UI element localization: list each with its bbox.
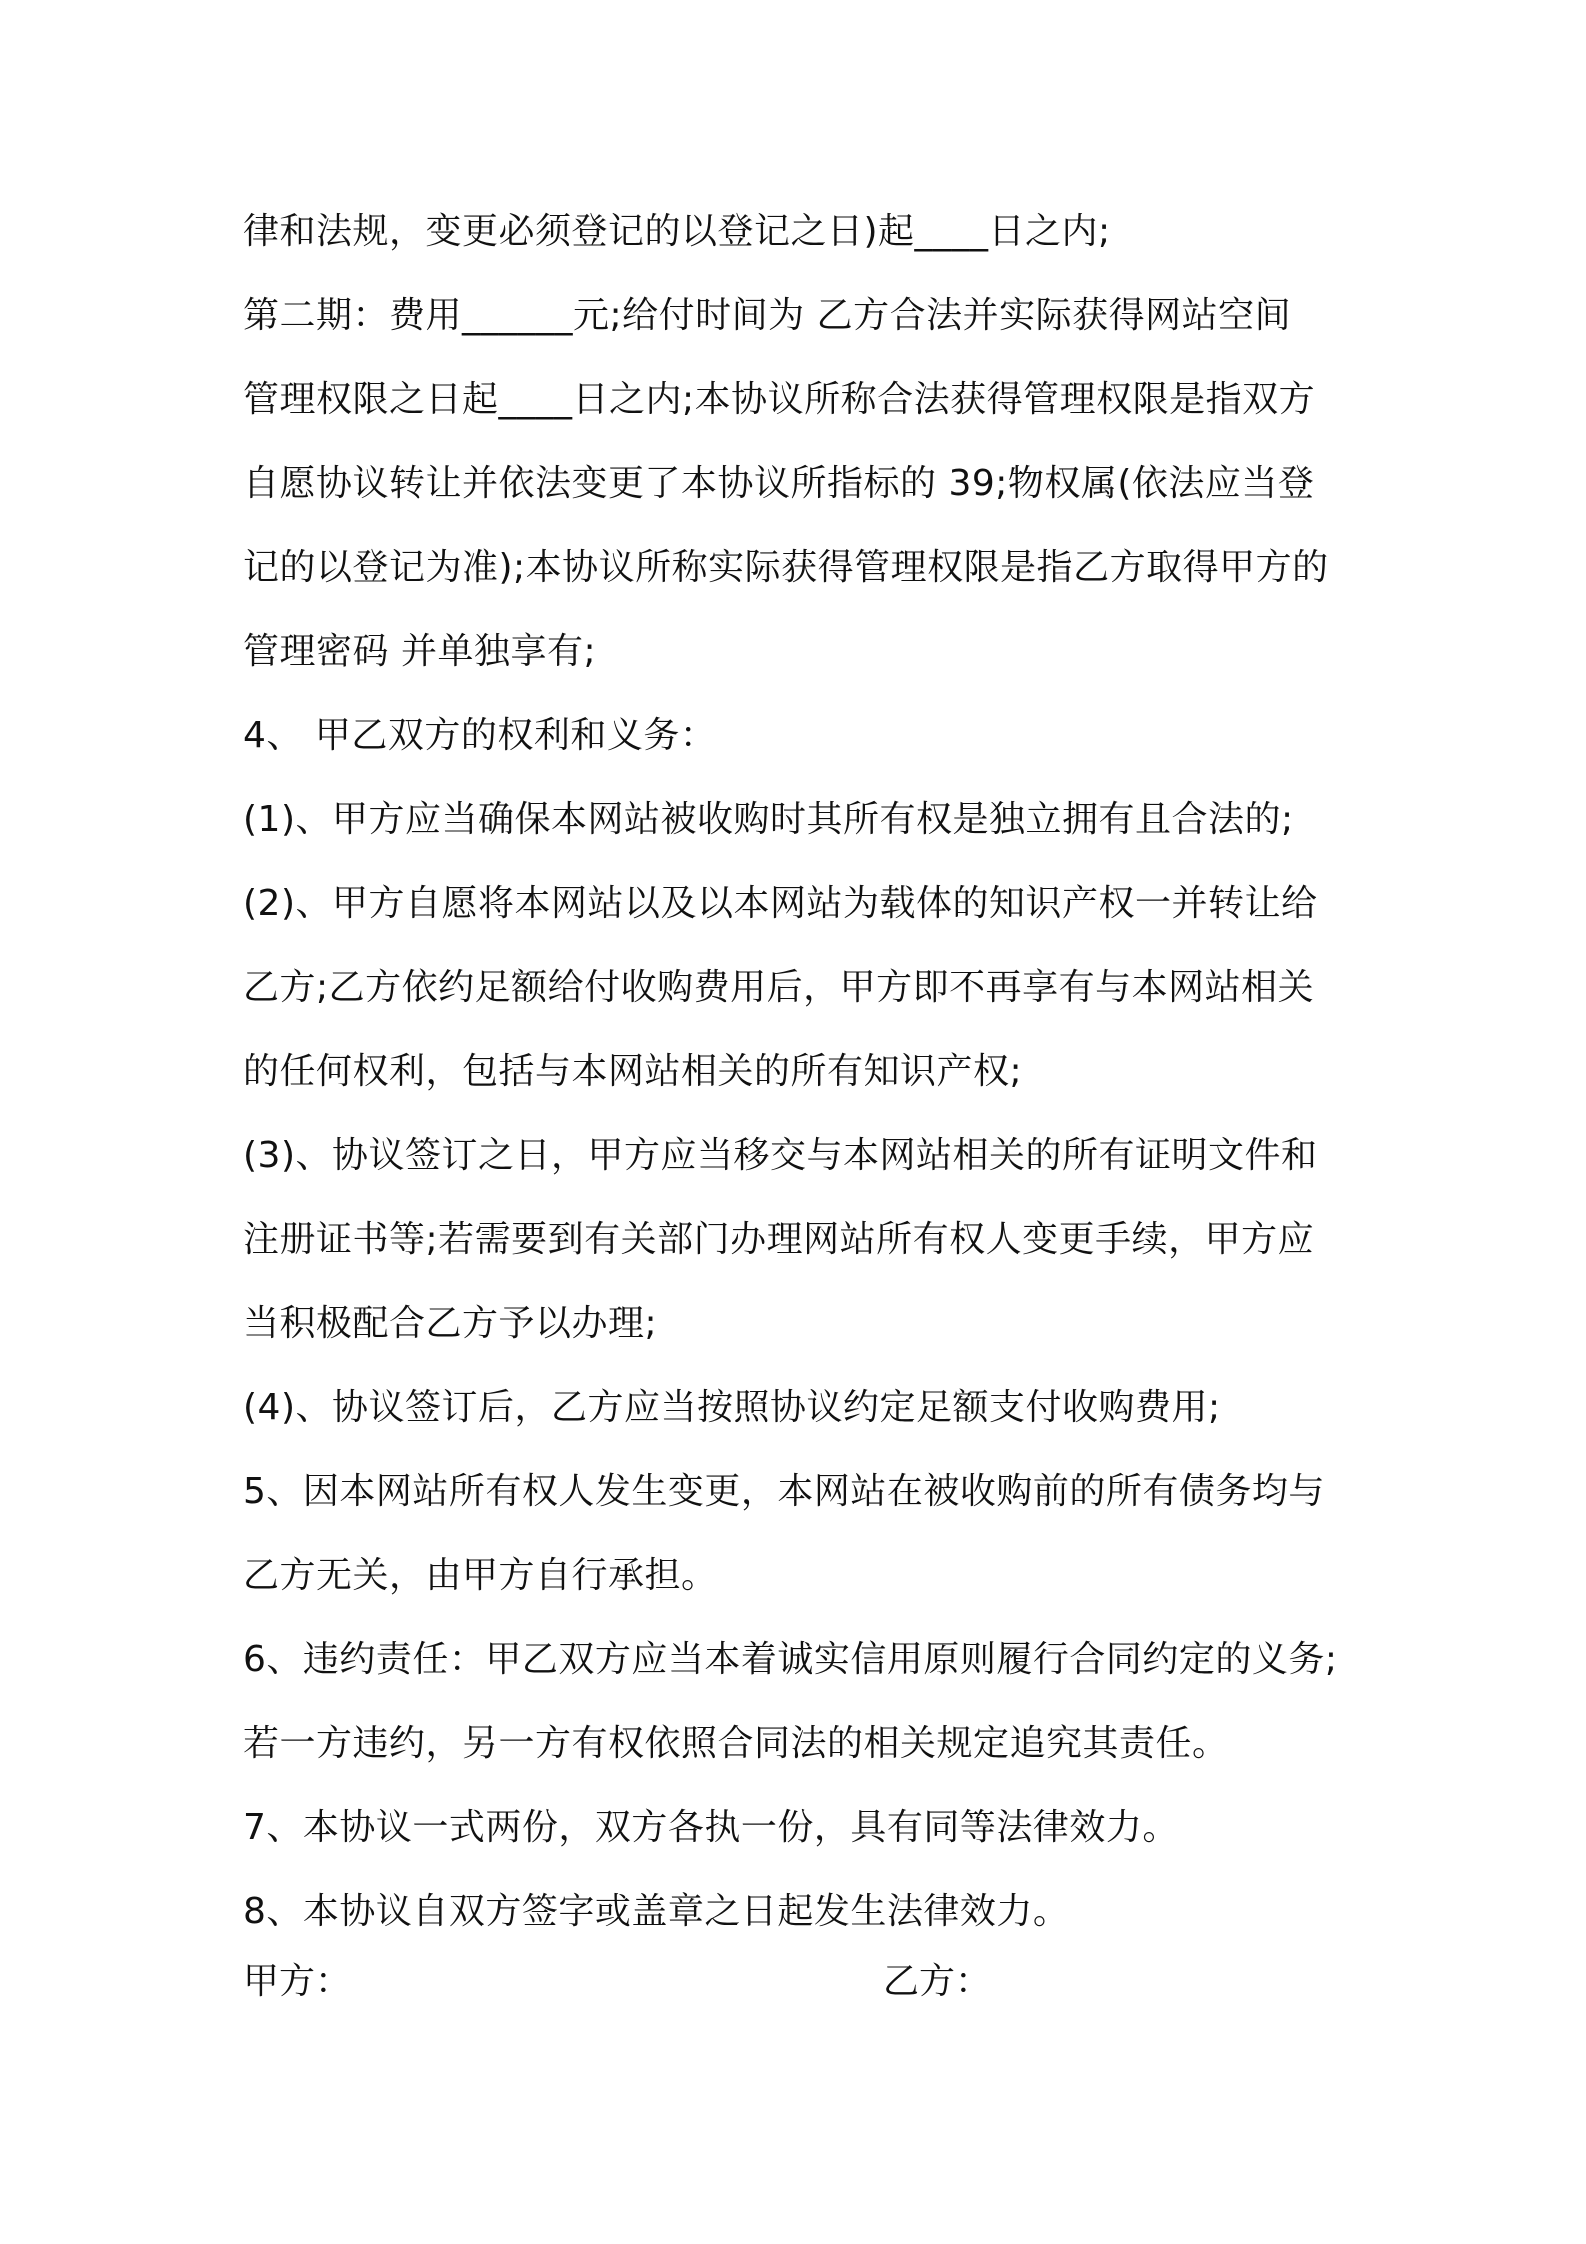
contract-line: 第二期：费用______元;给付时间为 乙方合法并实际获得网站空间 [243, 295, 1292, 336]
contract-line: (3)、协议签订之日，甲方应当移交与本网站相关的所有证明文件和 [243, 1135, 1318, 1176]
contract-line: (4)、协议签订后，乙方应当按照协议约定足额支付收购费用; [243, 1387, 1221, 1428]
contract-line: 乙方;乙方依约足额给付收购费用后，甲方即不再享有与本网站相关 [243, 967, 1315, 1008]
party-b-label: 乙方： [883, 1961, 992, 2002]
party-a-label: 甲方： [243, 1961, 352, 2002]
signature-row [243, 1940, 1373, 2024]
contract-line: 注册证书等;若需要到有关部门办理网站所有权人变更手续，甲方应 [243, 1219, 1315, 1260]
contract-line: 5、因本网站所有权人发生变更，本网站在被收购前的所有债务均与 [243, 1471, 1325, 1512]
contract-line: 管理权限之日起____日之内;本协议所称合法获得管理权限是指双方 [243, 379, 1316, 420]
contract-line: 的任何权利，包括与本网站相关的所有知识产权; [243, 1051, 1023, 1092]
contract-line: 8、本协议自双方签字或盖章之日起发生法律效力。 [243, 1891, 1070, 1932]
contract-line: 记的以登记为准);本协议所称实际获得管理权限是指乙方取得甲方的 [243, 547, 1329, 588]
contract-line: 管理密码 并单独享有; [243, 631, 597, 672]
contract-line: 6、违约责任：甲乙双方应当本着诚实信用原则履行合同约定的义务; [243, 1639, 1338, 1680]
contract-body [243, 190, 1373, 1954]
section-heading-rights: 4、 甲乙双方的权利和义务： [243, 715, 717, 756]
contract-line: (2)、甲方自愿将本网站以及以本网站为载体的知识产权一并转让给 [243, 883, 1318, 924]
contract-line: (1)、甲方应当确保本网站被收购时其所有权是独立拥有且合法的; [243, 799, 1294, 840]
contract-line: 当积极配合乙方予以办理; [243, 1303, 658, 1344]
contract-line: 若一方违约，另一方有权依照合同法的相关规定追究其责任。 [243, 1723, 1229, 1764]
contract-line: 乙方无关，由甲方自行承担。 [243, 1555, 718, 1596]
contract-line: 律和法规，变更必须登记的以登记之日)起____日之内; [243, 211, 1111, 252]
contract-line: 7、本协议一式两份，双方各执一份，具有同等法律效力。 [243, 1807, 1179, 1848]
contract-line: 自愿协议转让并依法变更了本协议所指标的 39;物权属(依法应当登 [243, 463, 1315, 504]
